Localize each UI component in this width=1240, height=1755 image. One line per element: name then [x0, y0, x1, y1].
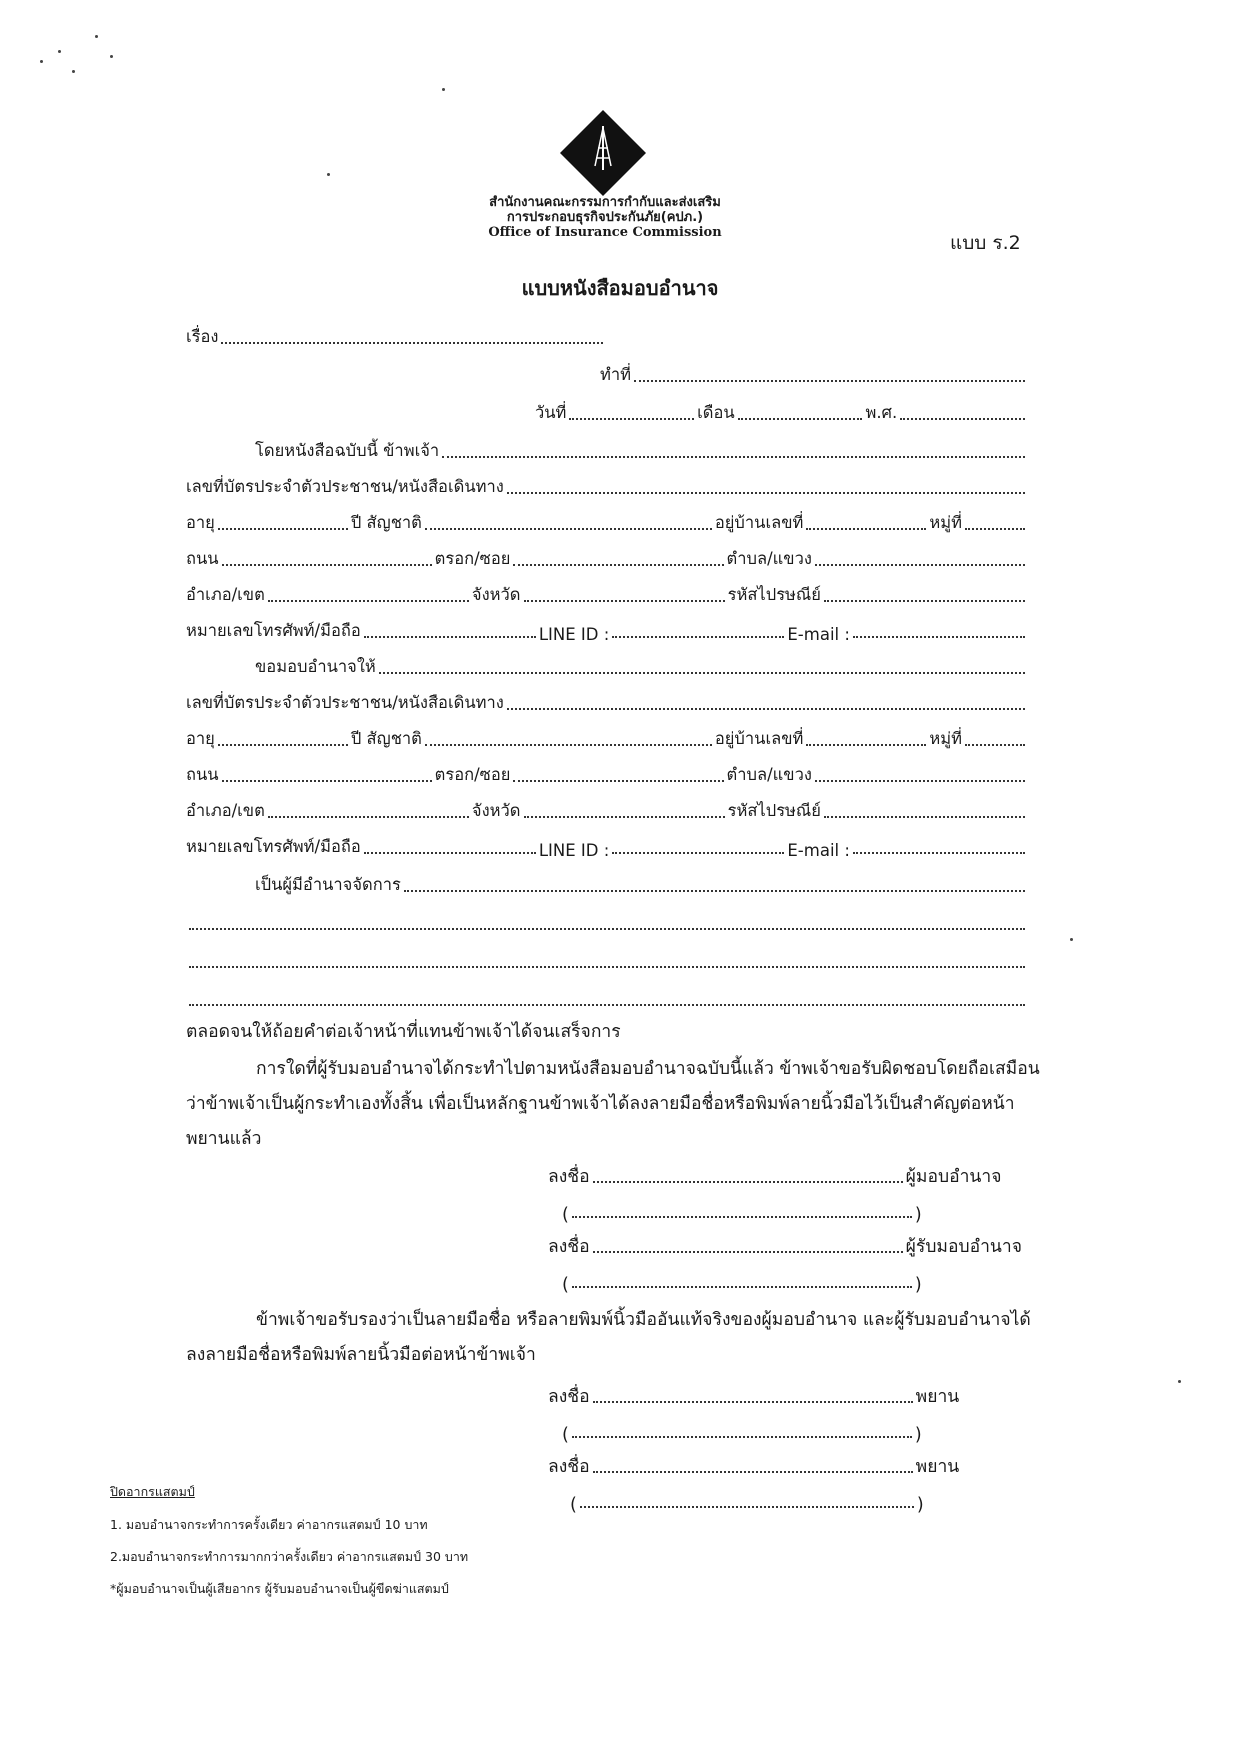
- grantor-phone-line: [186, 614, 1028, 644]
- grantee-age-label: อายุ: [186, 729, 215, 748]
- grantee-nationality-label: ปี สัญชาติ: [350, 729, 422, 748]
- authority-extra-field-1[interactable]: [189, 928, 1025, 930]
- grantor-moo-field[interactable]: [965, 528, 1025, 530]
- month-field[interactable]: [738, 418, 863, 420]
- organization-name: [420, 195, 790, 240]
- grantee-sign-label: ลงชื่อ: [548, 1237, 590, 1257]
- grantee-house-label: อยู่บ้านเลขที่: [714, 729, 804, 748]
- grantor-province-label: จังหวัด: [471, 585, 521, 604]
- stamp-duty-note-1: 1. มอบอำนาจกระทำการครั้งเดียว ค่าอากรแสตมป์ 10 บาท: [110, 1517, 428, 1532]
- month-label: เดือน: [697, 403, 735, 422]
- grantee-postcode-label: รหัสไปรษณีย์: [727, 801, 821, 820]
- grantor-district-line: [186, 578, 1028, 608]
- grantor-paren-close: ): [914, 1205, 922, 1225]
- witness-2-signature-line: [548, 1448, 959, 1480]
- scan-speck: [110, 55, 113, 58]
- grantee-road-line: [186, 758, 1028, 788]
- grantor-line-label: LINE ID :: [538, 625, 610, 644]
- witness-1-role-label: พยาน: [915, 1387, 960, 1407]
- witness-2-paren-open: (: [570, 1495, 577, 1515]
- grantee-name-line: [255, 650, 1028, 680]
- scan-speck: [327, 173, 330, 176]
- grantor-age-label: อายุ: [186, 513, 215, 532]
- grantor-province-field[interactable]: [524, 600, 725, 602]
- grantor-alley-field[interactable]: [513, 564, 723, 566]
- grantor-id-line: [186, 470, 1028, 500]
- witness-2-sign-label: ลงชื่อ: [548, 1457, 590, 1477]
- grantor-age-line: [186, 506, 1028, 536]
- grantee-line-field[interactable]: [612, 852, 784, 854]
- witness-2-role-label: พยาน: [915, 1457, 960, 1477]
- scan-speck: [1070, 938, 1073, 941]
- witness-2-printed-name-field[interactable]: [580, 1506, 914, 1508]
- grantee-line-label: LINE ID :: [538, 841, 610, 860]
- grantor-signature-line: [548, 1158, 1001, 1190]
- oic-logo: [558, 108, 648, 198]
- grantee-road-field[interactable]: [222, 780, 432, 782]
- org-name-th-2: การประกอบธุรกิจประกันภัย(คปภ.): [506, 210, 704, 225]
- date-line: [535, 396, 1028, 426]
- grantor-intro: โดยหนังสือฉบับนี้ ข้าพเจ้า: [255, 441, 440, 460]
- made-at-line: [600, 358, 1028, 388]
- grantor-name-field[interactable]: [442, 456, 1025, 458]
- grantee-email-label: E-mail :: [787, 841, 850, 860]
- scan-speck: [95, 35, 98, 38]
- grantor-house-field[interactable]: [806, 528, 926, 530]
- grantor-age-field[interactable]: [218, 528, 348, 530]
- scan-speck: [40, 60, 43, 63]
- grantee-district-label: อำเภอ/เขต: [186, 801, 265, 820]
- grantee-role-label: ผู้รับมอบอำนาจ: [905, 1237, 1022, 1257]
- grantee-road-label: ถนน: [186, 765, 219, 784]
- grantee-signature-line: [548, 1228, 1022, 1260]
- witness-1-signature-line: [548, 1378, 959, 1410]
- grantee-phone-label: หมายเลขโทรศัพท์/มือถือ: [186, 837, 361, 856]
- body-paragraph-2: การใดที่ผู้รับมอบอำนาจได้กระทำไปตามหนังสือมอบอำนาจฉบับนี้แล้ว ข้าพเจ้าขอรับผิดชอบโดยถือเสมือนว่าข้าพเจ้าเป็นผู้กระทำเองทั้งสิ้น เพื่อเป็นหลักฐานข้าพเจ้าได้ลงลายมือชื่อหรือพิมพ์ลายนิ้วมือไว้เป็นสำคัญต่อหน้าพยานแล้ว: [186, 1059, 1040, 1149]
- grantee-nationality-field[interactable]: [425, 744, 712, 746]
- grantee-id-field[interactable]: [507, 708, 1025, 710]
- authority-extra-line-3: [186, 982, 1028, 1012]
- witness-1-paren-open: (: [562, 1425, 569, 1445]
- grantee-printed-name-line: [562, 1263, 922, 1295]
- grantor-postcode-label: รหัสไปรษณีย์: [727, 585, 821, 604]
- grantor-subdistrict-label: ตำบล/แขวง: [726, 549, 812, 568]
- grantor-printed-name-line: [562, 1193, 922, 1225]
- org-name-en: Office of Insurance Commission: [488, 225, 722, 240]
- grantee-subdistrict-label: ตำบล/แขวง: [726, 765, 812, 784]
- grantee-phone-line: [186, 830, 1028, 860]
- witness-1-paren-close: ): [914, 1425, 922, 1445]
- grantee-age-line: [186, 722, 1028, 752]
- grantor-email-label: E-mail :: [787, 625, 850, 644]
- org-name-th-1: สำนักงานคณะกรรมการกำกับและส่งเสริม: [489, 195, 721, 210]
- body-line-1: ตลอดจนให้ถ้อยคำต่อเจ้าหน้าที่แทนข้าพเจ้าได้จนเสร็จการ: [186, 1022, 621, 1042]
- year-field[interactable]: [900, 418, 1025, 420]
- body-paragraph-3: ข้าพเจ้าขอรับรองว่าเป็นลายมือชื่อ หรือลายพิมพ์นิ้วมืออันแท้จริงของผู้มอบอำนาจ และผู้รับมอบอำนาจได้ลงลายมือชื่อหรือพิมพ์ลายนิ้วมือต่อหน้าข้าพเจ้า: [186, 1310, 1031, 1365]
- authority-line: [255, 868, 1028, 898]
- grantee-phone-field[interactable]: [364, 852, 536, 854]
- authority-extra-line-1: [186, 906, 1028, 936]
- witness-2-paren-close: ): [916, 1495, 924, 1515]
- grantor-id-label: เลขที่บัตรประจำตัวประชาชน/หนังสือเดินทาง: [186, 477, 504, 496]
- authority-label: เป็นผู้มีอำนาจจัดการ: [255, 875, 401, 894]
- scan-speck: [442, 88, 445, 91]
- grantor-road-line: [186, 542, 1028, 572]
- grantee-district-field[interactable]: [268, 816, 469, 818]
- grantor-sign-label: ลงชื่อ: [548, 1167, 590, 1187]
- grantee-moo-label: หมู่ที่: [929, 729, 962, 748]
- grantee-email-field[interactable]: [853, 852, 1025, 854]
- grantor-name-line: [255, 434, 1028, 464]
- authority-field[interactable]: [404, 890, 1025, 892]
- grantor-paren-open: (: [562, 1205, 569, 1225]
- grantee-alley-label: ตรอก/ซอย: [434, 765, 511, 784]
- witness-1-printed-name-line: [562, 1413, 922, 1445]
- grantee-province-field[interactable]: [524, 816, 725, 818]
- grantee-paren-close: ): [914, 1275, 922, 1295]
- authority-extra-line-2: [186, 944, 1028, 974]
- subject-line: [186, 320, 606, 350]
- scan-speck: [58, 50, 61, 53]
- grantee-district-line: [186, 794, 1028, 824]
- grantor-signature-field[interactable]: [593, 1181, 903, 1183]
- grantor-moo-label: หมู่ที่: [929, 513, 962, 532]
- grantee-house-field[interactable]: [806, 744, 926, 746]
- date-field[interactable]: [569, 418, 694, 420]
- made-at-field[interactable]: [634, 380, 1025, 382]
- grantee-age-field[interactable]: [218, 744, 348, 746]
- grantor-id-field[interactable]: [507, 492, 1025, 494]
- grantor-line-field[interactable]: [612, 636, 784, 638]
- grantee-signature-field[interactable]: [593, 1251, 903, 1253]
- date-label: วันที่: [535, 403, 567, 422]
- grantee-id-label: เลขที่บัตรประจำตัวประชาชน/หนังสือเดินทาง: [186, 693, 504, 712]
- grantee-paren-open: (: [562, 1275, 569, 1295]
- subject-field[interactable]: [221, 342, 603, 344]
- authority-extra-field-2[interactable]: [189, 966, 1025, 968]
- grantee-intro: ขอมอบอำนาจให้: [255, 657, 376, 676]
- grantor-road-label: ถนน: [186, 549, 219, 568]
- stamp-duty-note-3: *ผู้มอบอำนาจเป็นผู้เสียอากร ผู้รับมอบอำนาจเป็นผู้ขีดฆ่าแสตมป์: [110, 1581, 449, 1596]
- grantor-phone-field[interactable]: [364, 636, 536, 638]
- grantee-moo-field[interactable]: [965, 744, 1025, 746]
- grantor-nationality-label: ปี สัญชาติ: [350, 513, 422, 532]
- grantor-road-field[interactable]: [222, 564, 432, 566]
- made-at-label: ทำที่: [600, 365, 632, 384]
- grantor-postcode-field[interactable]: [824, 600, 1025, 602]
- stamp-duty-heading: ปิดอากรแสตมป์: [110, 1484, 195, 1499]
- stamp-duty-note-2: 2.มอบอำนาจกระทำการมากกว่าครั้งเดียว ค่าอากรแสตมป์ 30 บาท: [110, 1549, 469, 1564]
- scan-speck: [72, 70, 75, 73]
- grantor-email-field[interactable]: [853, 636, 1025, 638]
- witness-1-printed-name-field[interactable]: [572, 1436, 912, 1438]
- grantor-alley-label: ตรอก/ซอย: [434, 549, 511, 568]
- scan-speck: [1178, 1380, 1181, 1383]
- witness-1-signature-field[interactable]: [593, 1401, 913, 1403]
- grantee-postcode-field[interactable]: [824, 816, 1025, 818]
- grantee-printed-name-field[interactable]: [572, 1286, 912, 1288]
- grantee-subdistrict-field[interactable]: [815, 780, 1025, 782]
- grantor-district-field[interactable]: [268, 600, 469, 602]
- grantor-house-label: อยู่บ้านเลขที่: [714, 513, 804, 532]
- grantor-district-label: อำเภอ/เขต: [186, 585, 265, 604]
- witness-2-signature-field[interactable]: [593, 1471, 913, 1473]
- grantee-province-label: จังหวัด: [471, 801, 521, 820]
- document-title: แบบหนังสือมอบอำนาจ: [521, 276, 719, 300]
- grantor-phone-label: หมายเลขโทรศัพท์/มือถือ: [186, 621, 361, 640]
- subject-label: เรื่อง: [186, 327, 219, 346]
- form-number: แบบ ร.2: [950, 232, 1021, 254]
- grantor-role-label: ผู้มอบอำนาจ: [905, 1167, 1002, 1187]
- witness-1-sign-label: ลงชื่อ: [548, 1387, 590, 1407]
- year-label: พ.ศ.: [865, 403, 898, 422]
- grantee-alley-field[interactable]: [513, 780, 723, 782]
- grantor-nationality-field[interactable]: [425, 528, 712, 530]
- grantee-name-field[interactable]: [379, 672, 1025, 674]
- grantor-printed-name-field[interactable]: [572, 1216, 912, 1218]
- authority-extra-field-3[interactable]: [189, 1004, 1025, 1006]
- witness-2-printed-name-line: [570, 1483, 924, 1515]
- grantee-id-line: [186, 686, 1028, 716]
- grantor-subdistrict-field[interactable]: [815, 564, 1025, 566]
